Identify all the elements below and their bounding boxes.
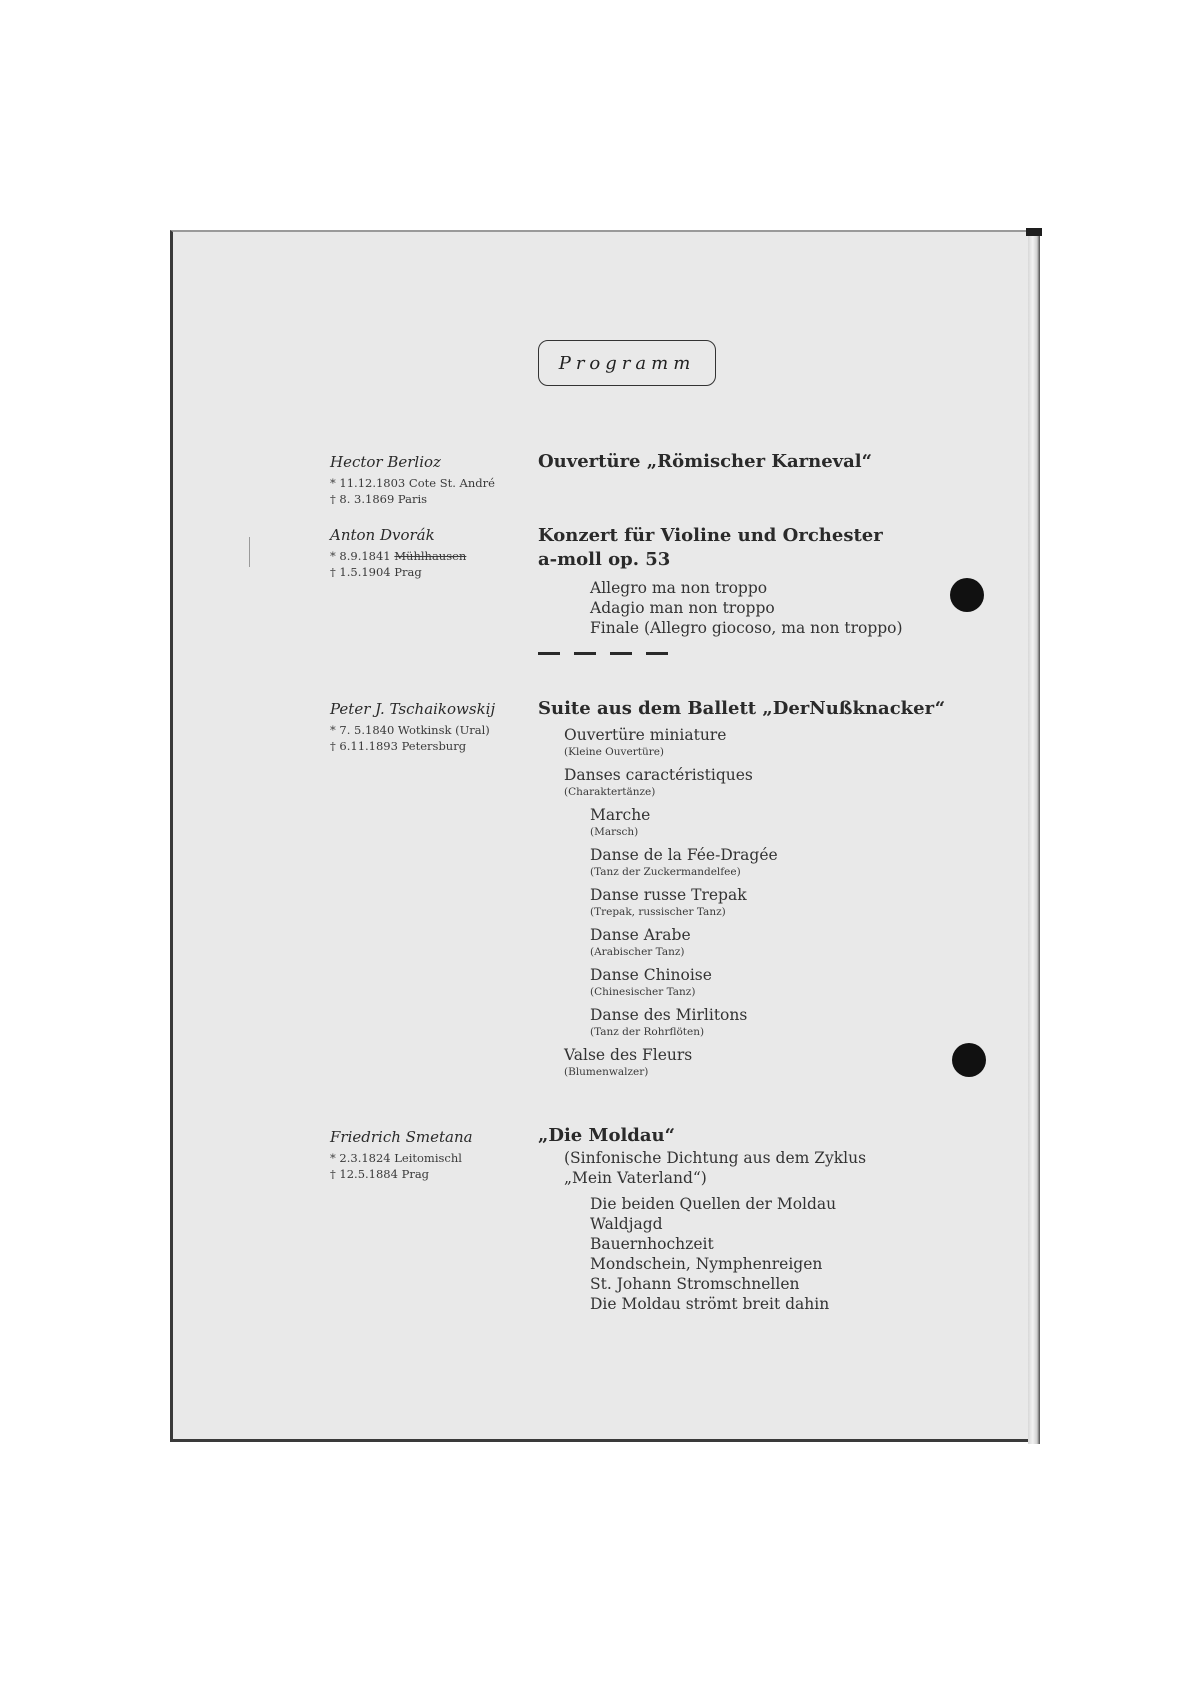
work-subtitle: (Sinfonische Dichtung aus dem Zyklus <box>564 1149 867 1167</box>
movement: Bauernhochzeit <box>590 1235 714 1253</box>
suite-part-translation: (Marsch) <box>590 826 639 838</box>
movement: Finale (Allegro giocoso, ma non troppo) <box>590 619 903 637</box>
punch-hole-top <box>950 578 984 612</box>
composer-dvorak <box>330 526 535 580</box>
dash <box>646 652 668 655</box>
program-title: Programm <box>558 352 696 374</box>
composer-smetana <box>330 1128 535 1182</box>
dash <box>538 652 560 655</box>
suite-part-translation: (Blumenwalzer) <box>564 1066 649 1078</box>
composer-name: Friedrich Smetana <box>330 1128 473 1146</box>
movement: Waldjagd <box>590 1215 663 1233</box>
composer-born: * 2.3.1824 Leitomischl <box>330 1151 462 1165</box>
work-title: Ouvertüre „Römischer Karneval“ <box>538 451 872 472</box>
intermission-dashes <box>538 652 668 655</box>
dash <box>574 652 596 655</box>
suite-part: Marche <box>590 806 651 824</box>
suite-part: Danses caractéristiques <box>564 766 753 784</box>
composer-born: * 11.12.1803 Cote St. André <box>330 476 495 490</box>
composer-born-place-struck: Mühlhausen <box>394 549 467 563</box>
work-title: „Die Moldau“ <box>538 1125 675 1146</box>
suite-part-translation: (Tanz der Rohrflöten) <box>590 1026 705 1038</box>
composer-berlioz <box>330 453 535 507</box>
movement: Die Moldau strömt breit dahin <box>590 1295 830 1313</box>
movement: Adagio man non troppo <box>590 599 775 617</box>
movement: Mondschein, Nymphenreigen <box>590 1255 823 1273</box>
suite-part: Danse russe Trepak <box>590 886 747 904</box>
composer-died: † 12.5.1884 Prag <box>330 1167 430 1181</box>
composer-born <box>330 548 535 564</box>
suite-part-translation: (Charaktertänze) <box>564 786 656 798</box>
dash <box>610 652 632 655</box>
movement: Die beiden Quellen der Moldau <box>590 1195 837 1213</box>
suite-part: Danse des Mirlitons <box>590 1006 748 1024</box>
sheet-corner-shadow <box>1026 228 1042 236</box>
program-title-box <box>538 340 716 386</box>
composer-born: * 7. 5.1840 Wotkinsk (Ural) <box>330 723 490 737</box>
suite-part-translation: (Kleine Ouvertüre) <box>564 746 665 758</box>
work-title: Konzert für Violine und Orchester <box>538 525 883 546</box>
composer-died: † 1.5.1904 Prag <box>330 565 422 579</box>
composer-name: Hector Berlioz <box>330 453 441 471</box>
work-berlioz <box>538 450 918 474</box>
suite-part: Danse Chinoise <box>590 966 712 984</box>
composer-tschaikowskij <box>330 700 535 754</box>
suite-part: Ouvertüre miniature <box>564 726 727 744</box>
work-title: Suite aus dem Ballett „DerNußknacker“ <box>538 698 946 719</box>
punch-hole-bottom <box>952 1043 986 1077</box>
movement: St. Johann Stromschnellen <box>590 1275 800 1293</box>
movement: Allegro ma non troppo <box>590 579 768 597</box>
work-subtitle: „Mein Vaterland“) <box>564 1169 707 1187</box>
suite-part-translation: (Trepak, russischer Tanz) <box>590 906 726 918</box>
composer-died: † 6.11.1893 Petersburg <box>330 739 467 753</box>
composer-died: † 8. 3.1869 Paris <box>330 492 428 506</box>
stray-pencil-mark <box>249 537 250 567</box>
suite-part-translation: (Tanz der Zuckermandelfee) <box>590 866 741 878</box>
suite-part: Danse de la Fée-Dragée <box>590 846 778 864</box>
work-dvorak <box>538 524 918 638</box>
composer-name: Peter J. Tschaikowskij <box>330 700 496 718</box>
composer-born-date: * 8.9.1841 <box>330 549 395 563</box>
suite-part: Danse Arabe <box>590 926 691 944</box>
work-tschaikowskij <box>538 697 946 1085</box>
suite-part-translation: (Chinesischer Tanz) <box>590 986 696 998</box>
work-title-key: a-moll op. 53 <box>538 549 671 570</box>
suite-part-translation: (Arabischer Tanz) <box>590 946 685 958</box>
composer-name: Anton Dvorák <box>330 526 435 544</box>
sheet-fold-edge <box>1028 228 1040 1444</box>
work-smetana <box>538 1124 918 1314</box>
suite-part: Valse des Fleurs <box>564 1046 693 1064</box>
